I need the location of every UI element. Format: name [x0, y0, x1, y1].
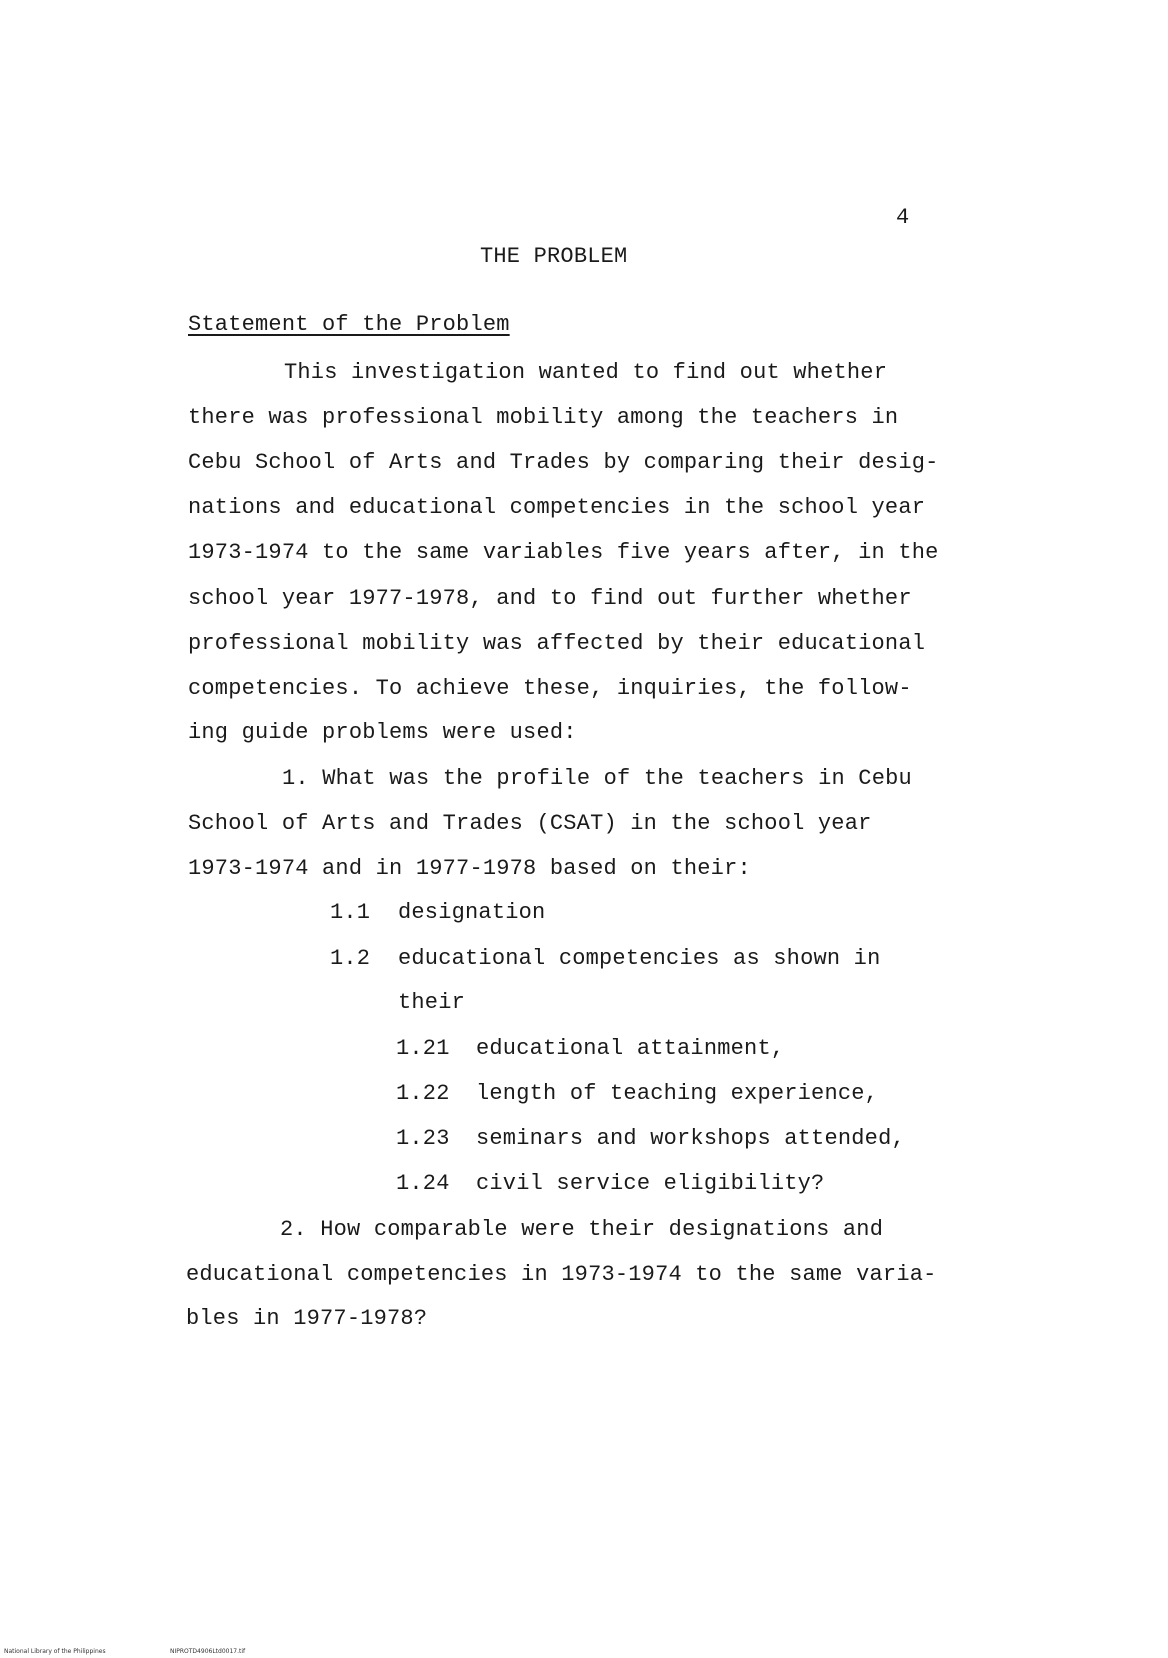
- sub-sub-item-text: seminars and workshops attended,: [476, 1126, 905, 1151]
- sub-sub-item-number: 1.23: [396, 1126, 450, 1151]
- paragraph-line: professional mobility was affected by their educational: [188, 631, 926, 656]
- paragraph-line: Cebu School of Arts and Trades by comparing their desig-: [188, 450, 939, 475]
- sub-sub-item-number: 1.24: [396, 1171, 450, 1196]
- paragraph-line: competencies. To achieve these, inquiries, the follow-: [188, 676, 912, 701]
- section-heading: Statement of the Problem: [188, 312, 510, 337]
- sub-sub-item-text: educational attainment,: [476, 1036, 785, 1061]
- problem-2-line: 2. How comparable were their designations and: [280, 1217, 884, 1242]
- problem-1-line: 1973-1974 and in 1977-1978 based on their:: [188, 856, 751, 881]
- footer-library: National Library of the Philippines: [4, 1648, 106, 1655]
- sub-sub-item-text: length of teaching experience,: [476, 1081, 879, 1106]
- problem-1-line: School of Arts and Trades (CSAT) in the school year: [188, 811, 872, 836]
- chapter-title: THE PROBLEM: [480, 244, 628, 269]
- page-number: 4: [896, 205, 910, 230]
- paragraph-line: there was professional mobility among the teachers in: [188, 405, 899, 430]
- sub-item-text: designation: [398, 900, 546, 925]
- paragraph-line: school year 1977-1978, and to find out further whether: [188, 586, 912, 611]
- sub-item-number: 1.2: [330, 946, 371, 971]
- sub-item-text: educational competencies as shown in: [398, 946, 881, 971]
- paragraph-line: ing guide problems were used:: [188, 720, 577, 745]
- problem-2-line: bles in 1977-1978?: [186, 1306, 428, 1331]
- paragraph-line: 1973-1974 to the same variables five years after, in the: [188, 540, 939, 565]
- footer-filename: NIPROTD4906Ltd0017.tif: [170, 1648, 246, 1655]
- sub-item-number: 1.1: [330, 900, 371, 925]
- sub-sub-item-number: 1.22: [396, 1081, 450, 1106]
- problem-1-line: 1. What was the profile of the teachers in Cebu: [282, 766, 912, 791]
- paragraph-line: nations and educational competencies in the school year: [188, 495, 926, 520]
- sub-sub-item-text: civil service eligibility?: [476, 1171, 825, 1196]
- problem-2-line: educational competencies in 1973-1974 to the same varia-: [186, 1262, 937, 1287]
- sub-item-continuation: their: [398, 990, 466, 1015]
- paragraph-line: This investigation wanted to find out whether: [284, 360, 888, 385]
- sub-sub-item-number: 1.21: [396, 1036, 450, 1061]
